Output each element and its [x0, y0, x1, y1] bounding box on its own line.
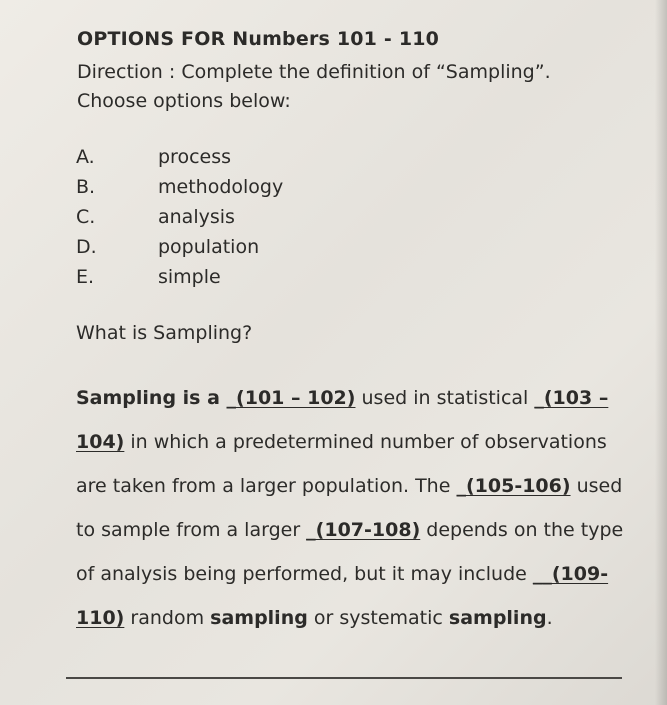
paragraph-text: used [570, 475, 623, 497]
option-b [76, 172, 283, 202]
option-e [76, 262, 283, 292]
lead-term: Sampling is a [76, 387, 227, 409]
options-list [76, 142, 283, 292]
option-d [76, 232, 283, 262]
blank-105-106: _(105-106) [456, 475, 571, 497]
paragraph-line-5 [76, 556, 636, 600]
paragraph-text: are taken from a larger population. The [76, 475, 457, 497]
paragraph-line-6 [76, 600, 636, 644]
blank-109-110-end: 110) [76, 607, 125, 629]
paragraph-text: in which a predetermined number of observations [124, 431, 607, 453]
blank-103-104-end: 104) [76, 431, 125, 453]
bold-term: sampling [210, 607, 308, 629]
option-text: process [158, 146, 232, 168]
paragraph-text: of analysis being performed, but it may include [76, 563, 533, 585]
page-edge-shadow [655, 0, 667, 705]
option-text: analysis [158, 206, 235, 228]
paragraph-text: depends on the type [420, 519, 624, 541]
option-text: simple [158, 266, 221, 288]
option-text: population [158, 236, 260, 258]
paragraph-line-1 [76, 380, 636, 424]
sampling-definition-paragraph [76, 380, 636, 644]
paragraph-text: random [124, 607, 211, 629]
paragraph-text: used in statistical [355, 387, 535, 409]
paragraph-text: or systematic [307, 607, 449, 629]
option-letter: C. [76, 206, 96, 228]
option-a [76, 142, 283, 172]
paragraph-line-3 [76, 468, 636, 512]
paragraph-line-4 [76, 512, 636, 556]
direction-text: Direction : Complete the definition of “Sampling”. [77, 61, 551, 83]
choose-options-text: Choose options below: [77, 90, 291, 112]
directions [77, 58, 551, 116]
bottom-divider [66, 677, 622, 679]
question-heading: What is Sampling? [76, 322, 253, 344]
paragraph-text: to sample from a larger [76, 519, 307, 541]
option-text: methodology [158, 176, 284, 198]
option-letter: E. [76, 266, 95, 288]
option-letter: B. [76, 176, 96, 198]
bold-term: sampling [448, 607, 547, 629]
paragraph-line-2 [76, 424, 636, 468]
blank-101-102: _(101 – 102) [226, 387, 356, 409]
paragraph-text: . [546, 607, 553, 629]
blank-109-110-start: __(109- [532, 563, 609, 585]
section-title: OPTIONS FOR Numbers 101 - 110 [77, 28, 440, 50]
blank-103-104-start: _(103 – [534, 387, 609, 409]
option-c [76, 202, 283, 232]
option-letter: A. [76, 146, 95, 168]
option-letter: D. [76, 236, 97, 258]
blank-107-108: _(107-108) [306, 519, 421, 541]
